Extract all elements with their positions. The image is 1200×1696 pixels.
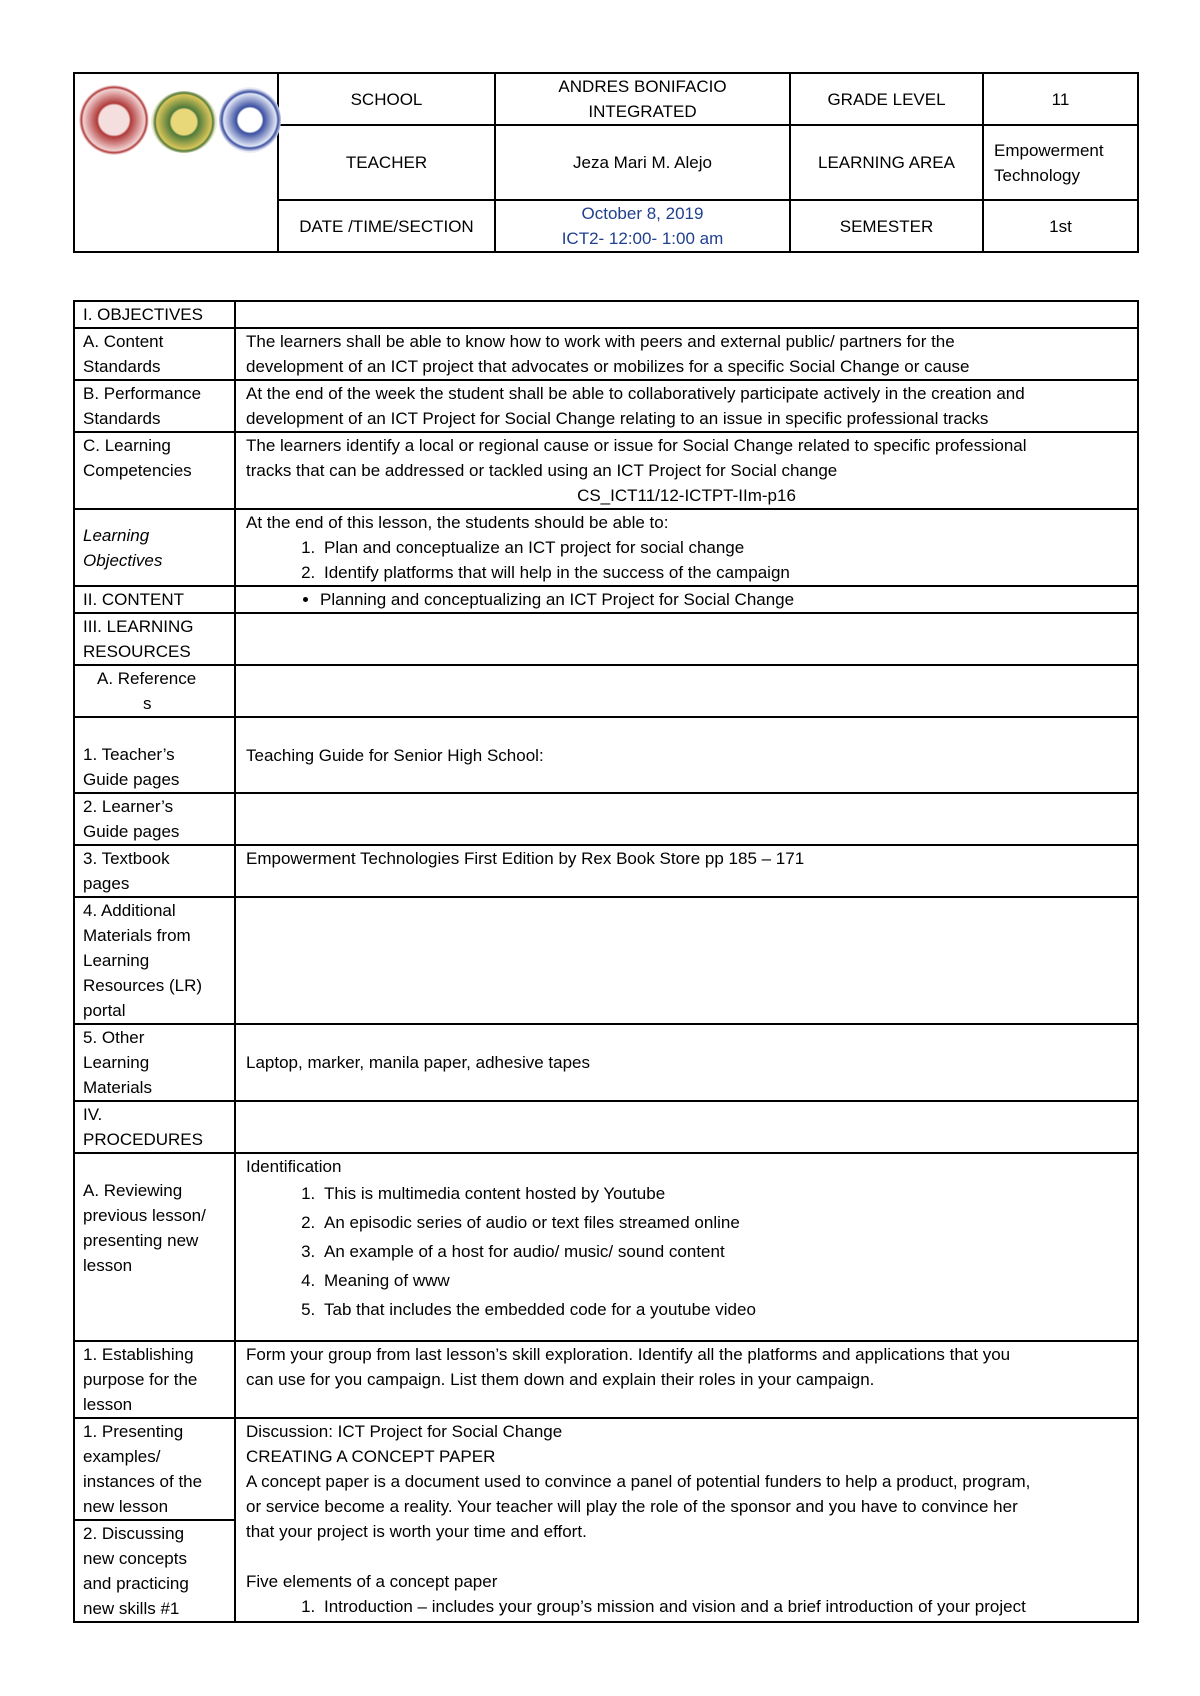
discussion-text: Discussion: ICT Project for Social Change CREATING A CONCEPT PAPER A concept paper is a document used to convince a panel of potential funders to help a product, program, or service become a reality. Your teacher will play the role of the sponsor and you have to convince her that your project is worth your time and effort. Five elements of a concept paper 1. Introduction – includes your group’s mission and vision and a brief introduction of your project [235,1418,1138,1622]
semester: 1st [983,200,1138,252]
list-item: 1. This is multimedia content hosted by Youtube [320,1179,1127,1208]
reviewing-label: A. Reviewing previous lesson/ presenting new lesson [74,1153,235,1341]
learning-area-label: LEARNING AREA [790,125,983,200]
table-row [74,301,1138,328]
table-row [74,1341,1138,1418]
date-label: DATE /TIME/SECTION [278,200,495,252]
division-seal-logo [151,91,217,153]
deped-seal-logo [219,87,281,153]
competencies-label: C. Learning Competencies [74,432,235,509]
table-row [74,793,1138,845]
table-row [74,328,1138,380]
teacher-label: TEACHER [278,125,495,200]
other-materials-label: 5. Other Learning Materials [74,1024,235,1101]
list-item: 4. Meaning of www [320,1266,1127,1295]
table-row [74,1024,1138,1101]
school-name: ANDRES BONIFACIO INTEGRATED [495,73,790,125]
performance-standards-text: At the end of the week the student shall be able to collaboratively participate actively in the creation and development of an ICT Project for Social Change relating to an issue in specific professional tracks [235,380,1138,432]
semester-label: SEMESTER [790,200,983,252]
table-row [74,845,1138,897]
establishing-purpose-text: Form your group from last lesson’s skill exploration. Identify all the platforms and applications that you can use for you campaign. List them down and explain their roles in your campaign. [235,1341,1138,1418]
competency-code: CS_ICT11/12-ICTPT-IIm-p16 [577,486,796,505]
list-item: 5. Tab that includes the embedded code for a youtube video [320,1295,1127,1324]
textbook-text: Empowerment Technologies First Edition by Rex Book Store pp 185 – 171 [235,845,1138,897]
teachers-guide-label: 1. Teacher’s Guide pages [74,717,235,793]
list-item: 2. Identify platforms that will help in the success of the campaign [320,560,1127,585]
objectives-heading: I. OBJECTIVES [74,301,235,328]
lesson-plan-table [73,300,1139,1623]
discussing-concepts-label: 2. Discussing new concepts and practicing new skills #1 [74,1520,235,1622]
grade-level: 11 [983,73,1138,125]
establishing-purpose-label: 1. Establishing purpose for the lesson [74,1341,235,1418]
content-standards-label: A. Content Standards [74,328,235,380]
logos-cell [74,73,278,252]
learning-resources-heading: III. LEARNING RESOURCES [74,613,235,665]
table-row [74,1418,1138,1520]
other-materials-text: Laptop, marker, manila paper, adhesive tapes [235,1024,1138,1101]
content-heading: II. CONTENT [74,586,235,613]
table-row [74,613,1138,665]
learning-objectives-text: At the end of this lesson, the students should be able to: 1. Plan and conceptualize an ICT project for social change 2. Identify platforms that will help in the success of the campaign [235,509,1138,586]
list-item: 1. Introduction – includes your group’s mission and vision and a brief introduction of your project [320,1594,1127,1619]
date-time-section: October 8, 2019 ICT2- 12:00- 1:00 am [495,200,790,252]
procedures-heading: IV. PROCEDURES [74,1101,235,1153]
table-row [74,1101,1138,1153]
header-table [73,72,1139,253]
list-item: 2. An episodic series of audio or text files streamed online [320,1208,1127,1237]
learning-area: Empowerment Technology [983,125,1138,200]
school-seal-logo [79,85,149,155]
reviewing-text: Identification 1. This is multimedia content hosted by Youtube 2. An episodic series of audio or text files streamed online 3. An example of a host for audio/ music/ sound content 4. Meaning of www 5. Tab that includes the embedded code for a youtube video [235,1153,1138,1341]
presenting-examples-label: 1. Presenting examples/ instances of the new lesson [74,1418,235,1520]
references-label: A. Reference s [74,665,235,717]
textbook-label: 3. Textbook pages [74,845,235,897]
learners-guide-label: 2. Learner’s Guide pages [74,793,235,845]
list-item: 3. An example of a host for audio/ music/ sound content [320,1237,1127,1266]
learning-objectives-label: Learning Objectives [74,509,235,586]
table-row [74,380,1138,432]
table-row [74,509,1138,586]
school-label: SCHOOL [278,73,495,125]
content-standards-text: The learners shall be able to know how to work with peers and external public/ partners for the development of an ICT project that advocates or mobilizes for a specific Social Change or cause [235,328,1138,380]
performance-standards-label: B. Performance Standards [74,380,235,432]
grade-level-label: GRADE LEVEL [790,73,983,125]
teacher-name: Jeza Mari M. Alejo [495,125,790,200]
table-row [74,665,1138,717]
competencies-text: The learners identify a local or regional cause or issue for Social Change related to specific professional tracks that can be addressed or tackled using an ICT Project for Social change CS_ICT11/12-ICTPT-IIm-p16 [235,432,1138,509]
table-row [74,586,1138,613]
table-row [74,432,1138,509]
table-row [74,717,1138,793]
additional-materials-label: 4. Additional Materials from Learning Resources (LR) portal [74,897,235,1024]
list-item: 1. Plan and conceptualize an ICT project for social change [320,535,1127,560]
table-row [74,1153,1138,1341]
list-item: • Planning and conceptualizing an ICT Project for Social Change [320,587,1127,612]
table-row [74,897,1138,1024]
teachers-guide-text: Teaching Guide for Senior High School: [235,717,1138,793]
